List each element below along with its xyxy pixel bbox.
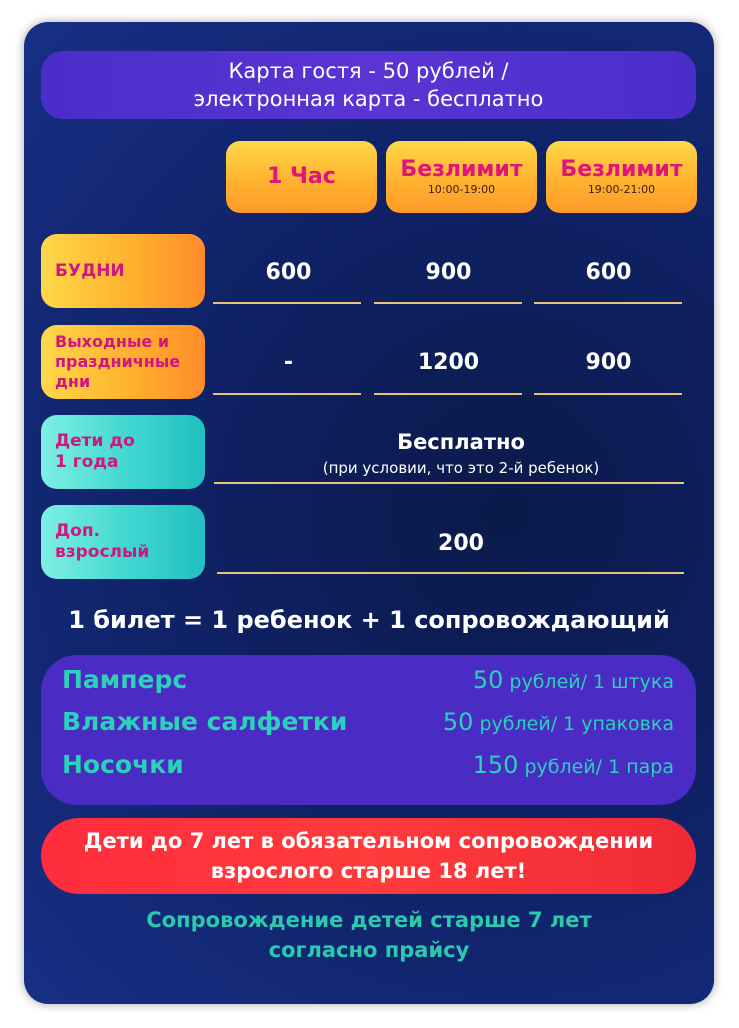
footer-note — [24, 905, 714, 965]
price-extra-adult: 200 — [438, 531, 484, 556]
extras-panel — [41, 655, 696, 805]
warning-line2: взрослого старше 18 лет! — [210, 859, 527, 883]
column-subtitle: 10:00-19:00 — [427, 183, 496, 196]
column-title: Безлимит — [560, 157, 683, 182]
row-label-weekdays — [41, 234, 205, 308]
price-weekends-unlimited-evening: 900 — [585, 350, 632, 375]
column-title: Безлимит — [400, 157, 523, 182]
row-label-line: дни — [55, 372, 91, 391]
extra-price-value: 50 — [472, 666, 504, 694]
row-label-line: Дети до — [55, 431, 135, 451]
extra-item-price — [473, 751, 674, 779]
extra-item-name: Носочки — [62, 750, 184, 779]
guest-card-banner — [41, 51, 696, 119]
row-divider — [534, 302, 682, 304]
row-divider — [213, 302, 361, 304]
row-label-line: праздничные — [55, 352, 181, 371]
row-divider — [534, 393, 682, 395]
extra-item-name: Влажные салфетки — [62, 707, 348, 736]
extra-item-name: Памперс — [62, 665, 188, 694]
extra-item-price — [443, 708, 674, 736]
warning-line1: Дети до 7 лет в обязательном сопровождении — [83, 829, 654, 853]
price-weekends-1h: - — [283, 350, 294, 375]
extra-item-price — [473, 666, 674, 694]
guest-card-line1: Карта гостя - 50 рублей / — [228, 59, 509, 83]
price-weekends-unlimited-day: 1200 — [417, 350, 480, 375]
extra-price-value: 150 — [472, 751, 519, 779]
row-divider — [214, 482, 684, 484]
row-label-text: БУДНИ — [55, 260, 125, 281]
guest-card-line2: электронная карта - бесплатно — [193, 87, 544, 111]
column-header-1-hour — [226, 141, 377, 213]
infants-free-note: (при условии, что это 2-й ребенок) — [322, 459, 600, 477]
age-warning-banner — [41, 818, 696, 894]
extra-price-unit: рублей/ 1 пара — [518, 756, 674, 778]
price-weekdays-unlimited-day: 900 — [425, 260, 472, 285]
row-label-infants — [41, 415, 205, 489]
extra-price-unit: рублей/ 1 упаковка — [473, 713, 674, 735]
column-header-unlimited-day — [386, 141, 537, 213]
row-divider — [374, 393, 522, 395]
ticket-rule: 1 билет = 1 ребенок + 1 сопровождающий — [68, 606, 670, 634]
extra-price-value: 50 — [442, 708, 474, 736]
row-label-extra-adult — [41, 505, 205, 579]
price-weekdays-1h: 600 — [265, 260, 312, 285]
row-label-line: Доп. — [55, 521, 101, 541]
row-label-line: Выходные и — [55, 332, 170, 351]
row-divider — [213, 393, 361, 395]
footer-note-line1: Сопровождение детей старше 7 лет — [146, 908, 592, 932]
footer-note-line2: согласно прайсу — [268, 938, 470, 962]
column-header-unlimited-evening — [546, 141, 697, 213]
price-weekdays-unlimited-evening: 600 — [585, 260, 632, 285]
price-card — [24, 22, 714, 1004]
row-label-weekends — [41, 325, 205, 399]
row-divider — [217, 572, 684, 574]
row-label-line: 1 года — [55, 452, 119, 472]
row-label-line: взрослый — [55, 542, 150, 562]
row-divider — [374, 302, 522, 304]
column-subtitle: 19:00-21:00 — [587, 183, 656, 196]
infants-free-text: Бесплатно — [397, 430, 525, 454]
extra-price-unit: рублей/ 1 штука — [503, 671, 674, 693]
column-title: 1 Час — [267, 164, 336, 189]
